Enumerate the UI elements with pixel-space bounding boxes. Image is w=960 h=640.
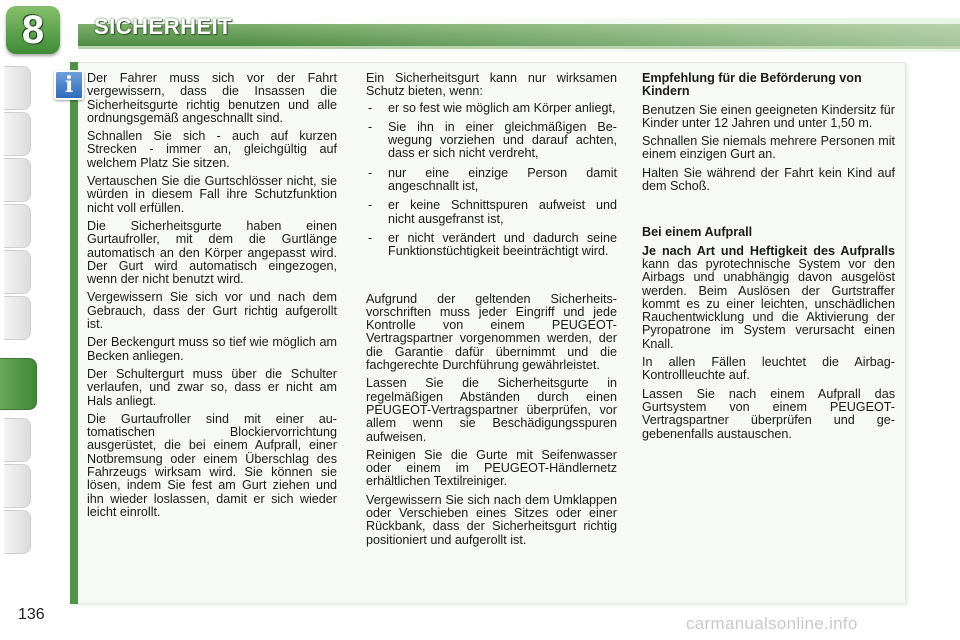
chapter-tab[interactable] — [4, 66, 31, 110]
paragraph: Halten Sie während der Fahrt kein Kind auf dem Schoß. — [642, 165, 895, 194]
paragraph: Der Beckengurt muss so tief wie möglich am Becken anliegen. — [87, 335, 337, 363]
list-item: - nur eine einzige Person damit angeschnallt ist, — [366, 167, 617, 194]
paragraph-text: kann das pyrotechnische System vor den Airbags und unabhängig davon ausgelöst werden. Beim Auslösen der Gurtstraffer kommt es zu einer leichten, unschädlichen Rauchentwicklung und die Aktivierung der Pyropatrone im System verursacht einen Knall. — [642, 256, 895, 351]
page-title: SICHERHEIT — [94, 14, 233, 39]
section-heading: Empfehlung für die Beförderung von Kindern — [642, 71, 862, 99]
paragraph: Die Gurtaufroller sind mit einer automatischen Blockiervorrichtung ausgerüstet, die bei einem Aufprall, einer Notbremsung oder einem Überschlag des Fahrzeugs wirksam wird. Sie können sie lösen, indem Sie fest am Gurt ziehen und ihn wieder loslassen, damit er sich wieder leicht einrollt. — [87, 411, 337, 519]
list-item: - er nicht verändert und dadurch seine Funktionstüchtigkeit beeinträchtigt wird. — [366, 232, 617, 259]
paragraph: Vergewissern Sie sich nach dem Umklappen oder Verschieben eines Sitzes oder einer Rückbank, dass der Sicherheitsgurt richtig positioniert und aufgerollt ist. — [366, 492, 617, 547]
page-header — [0, 0, 960, 58]
paragraph: Benutzen Sie einen geeigneten Kindersitz für Kinder unter 12 Jahren und unter 1,50 m. — [642, 102, 895, 130]
list-item: - er so fest wie möglich am Körper anliegt, — [366, 102, 617, 115]
chapter-tab-active[interactable] — [0, 358, 37, 410]
column-2 — [366, 72, 617, 552]
watermark: carmanualsonline.info — [686, 614, 858, 633]
column-1 — [87, 72, 337, 524]
chapter-tab[interactable] — [4, 418, 31, 462]
paragraph: Der Schultergurt muss über die Schulter verlaufen, und zwar so, dass er nicht am Hals anliegt. — [87, 366, 337, 408]
chapter-tab[interactable] — [4, 158, 31, 202]
section-heading: Bei einem Aufprall — [642, 225, 753, 240]
paragraph: Schnallen Sie sich - auch auf kurzen Strecken - immer an, gleichgültig auf welchem Platz Sie sitzen. — [87, 129, 337, 170]
chapter-number: 8 — [21, 7, 45, 52]
chapter-tab[interactable] — [4, 296, 31, 340]
chapter-tab[interactable] — [4, 510, 31, 554]
info-icon: i — [54, 70, 84, 100]
chapter-tab-strip — [0, 66, 34, 578]
title-underline — [78, 46, 960, 49]
paragraph: Die Sicherheitsgurte haben einen Gurtaufroller, mit dem die Gurtlänge automatisch an den Körper angepasst wird. Der Gurt wird automatisch eingezogen, wenn der nicht benutzt wird. — [87, 218, 337, 287]
spacer — [366, 265, 617, 293]
spacer — [642, 198, 895, 226]
paragraph: Ein Sicherheitsgurt kann nur wirksamen Schutz bieten, wenn: — [366, 71, 617, 99]
chapter-tab[interactable] — [4, 250, 31, 294]
page-number: 136 — [18, 606, 45, 623]
list-item: - Sie ihn in einer gleichmäßigen Bewegung vorziehen und darauf achten, dass er sich nicht verdreht, — [366, 121, 617, 161]
list-item: - er keine Schnittspuren aufweist und nicht ausgefranst ist, — [366, 199, 617, 226]
chapter-tab[interactable] — [4, 464, 31, 508]
bold-lead-in: Je nach Art und Heftigkeit des Aufpralls — [642, 243, 895, 258]
paragraph: Lassen Sie nach einem Aufprall das Gurtsystem von einem PEUGEOT-Vertragspartner überprüfen und gegebenenfalls austauschen. — [642, 386, 895, 441]
column-3 — [642, 72, 895, 446]
paragraph: Aufgrund der geltenden Sicherheitsvorschriften muss jeder Eingriff und jede Kontrolle von einem PEUGEOT-Vertragspartner vorgenommen werden, der die Garantie dafür übernimmt und die fachgerechte Durchführung gewährleistet. — [366, 291, 617, 373]
paragraph: In allen Fällen leuchtet die Airbag-Kontrollleuchte auf. — [642, 355, 895, 383]
paragraph: Der Fahrer muss sich vor der Fahrt vergewissern, dass die Insassen die Sicherheitsgurte richtig benutzen und alle ordnungsgemäß angeschnallt sind. — [87, 71, 337, 125]
chapter-badge — [6, 6, 60, 54]
paragraph: Lassen Sie die Sicherheitsgurte in regelmäßigen Abständen durch einen PEUGEOT-Vertragspartner überprüfen, vor allem wenn sie Beschädigungsspuren aufweisen. — [366, 376, 617, 444]
paragraph: Reinigen Sie die Gurte mit Seifenwasser oder einem im PEUGEOT-Händlernetz erhältlichen Textilreiniger. — [366, 447, 617, 489]
paragraph: Vertauschen Sie die Gurtschlösser nicht, sie würden in diesem Fall ihre Schutzfunktion nicht voll erfüllen. — [87, 174, 337, 215]
paragraph — [642, 245, 895, 351]
panel-stripe — [70, 62, 78, 604]
chapter-tab[interactable] — [4, 204, 31, 248]
paragraph: Schnallen Sie niemals mehrere Personen mit einem einzigen Gurt an. — [642, 134, 895, 162]
paragraph: Vergewissern Sie sich vor und nach dem Gebrauch, dass der Gurt richtig aufgerollt ist. — [87, 290, 337, 332]
bullet-list — [366, 102, 617, 259]
chapter-tab[interactable] — [4, 112, 31, 156]
